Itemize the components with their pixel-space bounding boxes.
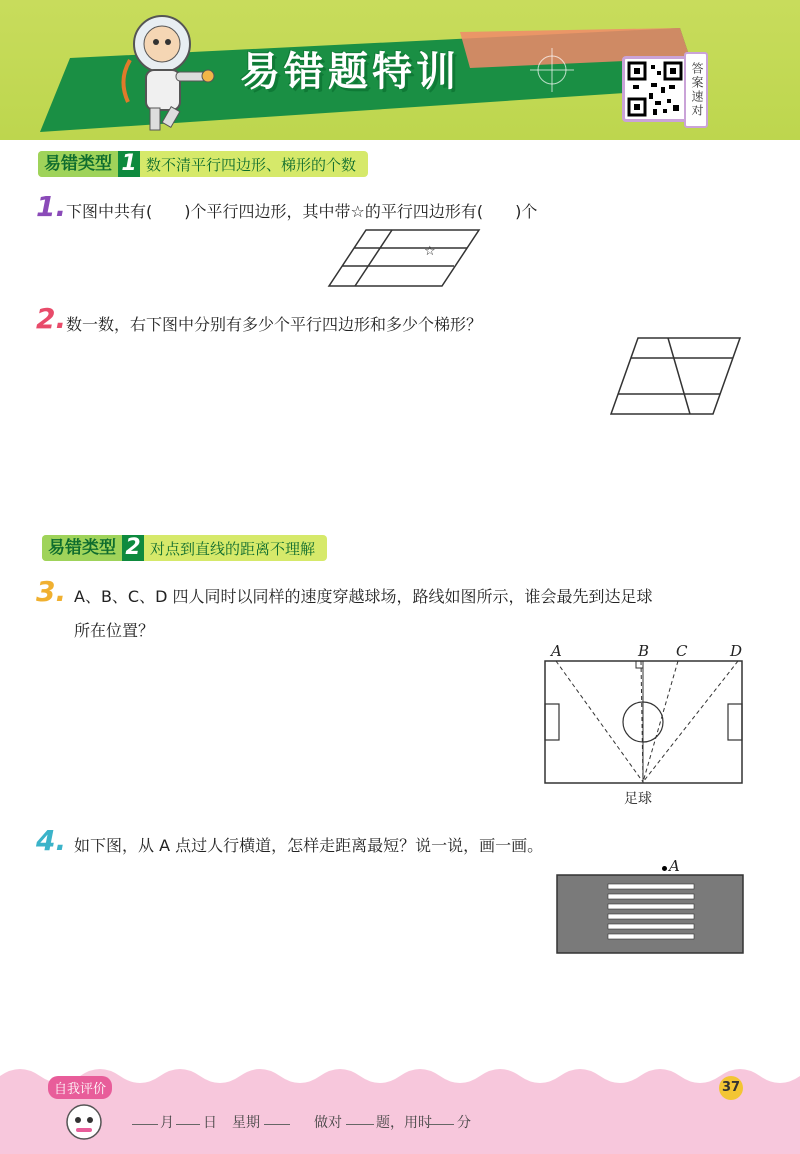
question-number-2: 2.: [36, 302, 67, 335]
parallelogram-figure-1: [326, 228, 482, 288]
football-field-figure: [544, 660, 744, 786]
error-type-label: 易错类型: [38, 151, 118, 177]
path-label-a: A: [551, 642, 562, 660]
trapezoid-figure-2: [608, 336, 744, 416]
crosswalk-figure: [556, 874, 744, 954]
point-a-label: A: [669, 857, 680, 875]
self-evaluation-label: 自我评价: [48, 1076, 112, 1099]
day-label: 日: [203, 1115, 217, 1131]
error-type-badge-2: [42, 535, 327, 561]
qr-code[interactable]: [622, 56, 688, 122]
questions-time-label: 题，用时: [376, 1115, 432, 1131]
astronaut-mascot-icon: [110, 10, 220, 140]
question-number-3: 3.: [36, 575, 67, 608]
star-icon: ☆: [424, 244, 436, 259]
error-type-badge-1: [38, 151, 368, 177]
error-type-text: 数不清平行四边形、梯形的个数: [146, 155, 357, 174]
error-type-label: 易错类型: [42, 535, 122, 561]
page-number: 37: [719, 1076, 743, 1100]
qr-label: 答案速对: [684, 52, 708, 128]
path-label-c: C: [676, 642, 688, 660]
question-number-1: 1.: [36, 190, 67, 223]
point-a-marker: [662, 866, 667, 871]
error-type-text: 对点到直线的距离不理解: [150, 539, 316, 558]
correct-label: 做对: [314, 1115, 342, 1131]
robot-mascot-icon: [62, 1100, 106, 1140]
path-label-b: B: [638, 642, 650, 660]
error-type-number: 1: [118, 151, 140, 177]
weekday-label: 星期: [232, 1115, 260, 1131]
football-label: 足球: [624, 791, 652, 807]
footer-wave: [0, 1054, 800, 1154]
qr-code-icon: [625, 59, 685, 119]
day-blank[interactable]: [176, 1124, 200, 1125]
question-text-3-line2: 所在位置？: [74, 621, 155, 640]
error-type-number: 2: [122, 535, 144, 561]
question-text-2: 数一数，右下图中分别有多少个平行四边形和多少个梯形？: [66, 315, 483, 334]
question-text-4: 如下图，从 A 点过人行横道，怎样走距离最短？说一说，画一画。: [74, 836, 544, 855]
page-title: 易错题特训: [240, 49, 460, 95]
question-text-1: 下图中共有( )个平行四边形，其中带☆的平行四边形有( )个: [66, 202, 538, 221]
minutes-label: 分: [457, 1115, 471, 1131]
month-label: 月: [160, 1115, 174, 1131]
month-blank[interactable]: [132, 1124, 158, 1125]
weekday-blank[interactable]: [264, 1124, 290, 1125]
time-blank[interactable]: [426, 1124, 454, 1125]
question-number-4: 4.: [36, 824, 67, 857]
question-text-3-line1: A、B、C、D 四人同时以同样的速度穿越球场，路线如图所示，谁会最先到达足球: [74, 587, 653, 606]
path-label-d: D: [730, 642, 743, 660]
correct-count-blank[interactable]: [346, 1124, 374, 1125]
